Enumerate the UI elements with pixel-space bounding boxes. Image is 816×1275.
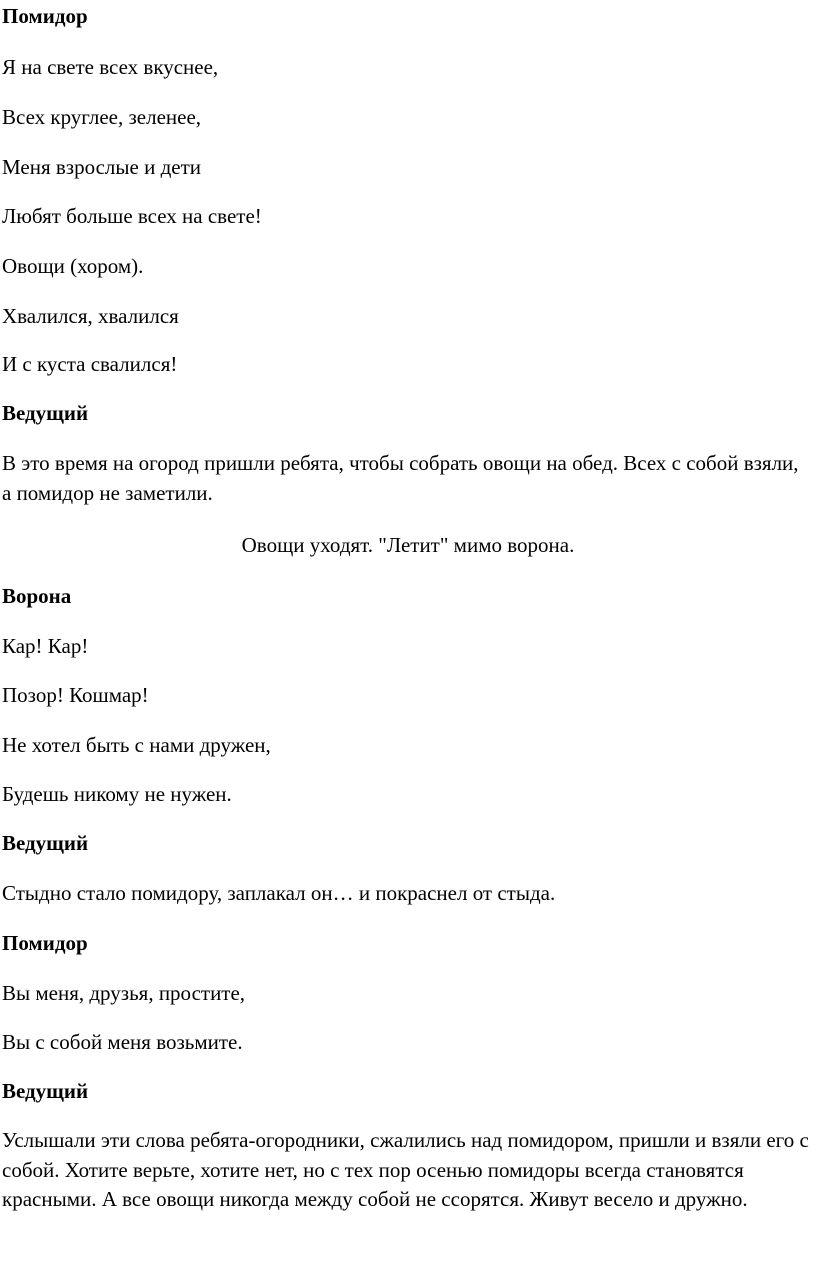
speaker-vedushchiy: Ведущий: [2, 401, 89, 425]
speaker-vorona: Ворона: [2, 584, 72, 608]
verse-line: Овощи (хором).: [2, 254, 144, 278]
narration-line: Стыдно стало помидору, заплакал он… и покраснел от стыда.: [2, 881, 556, 905]
verse-line: Вы меня, друзья, простите,: [2, 981, 246, 1005]
verse-line: Всех круглее, зеленее,: [2, 105, 202, 129]
speaker-vedushchiy: Ведущий: [2, 1079, 89, 1103]
speaker-pomidor: Помидор: [2, 4, 88, 28]
narration-paragraph: Услышали эти слова ребята-огородники, сжалились над помидором, пришли и взяли его с собой. Хотите верьте, хотите нет, но с тех пор осенью помидоры всегда становятся красными. А все овощи никогда между собой не ссорятся. Живут весело и дружно.: [2, 1128, 809, 1211]
verse-line: Кар! Кар!: [2, 634, 89, 658]
verse-line: Позор! Кошмар!: [2, 683, 149, 707]
stage-direction: Овощи уходят. "Летит" мимо ворона.: [241, 533, 575, 557]
verse-line: Вы с собой меня возьмите.: [2, 1030, 243, 1054]
narration-paragraph: В это время на огород пришли ребята, чтобы собрать овощи на обед. Всех с собой взяли, а помидор не заметили.: [2, 451, 799, 505]
verse-line: Не хотел быть с нами дружен,: [2, 733, 271, 757]
verse-line: Меня взрослые и дети: [2, 155, 201, 179]
verse-line: Хвалился, хвалился: [2, 304, 179, 328]
verse-line: И с куста свалился!: [2, 352, 178, 376]
speaker-vedushchiy: Ведущий: [2, 831, 89, 855]
speaker-pomidor: Помидор: [2, 931, 88, 955]
verse-line: Будешь никому не нужен.: [2, 782, 232, 806]
verse-line: Любят больше всех на свете!: [2, 204, 262, 228]
verse-line: Я на свете всех вкуснее,: [2, 55, 219, 79]
